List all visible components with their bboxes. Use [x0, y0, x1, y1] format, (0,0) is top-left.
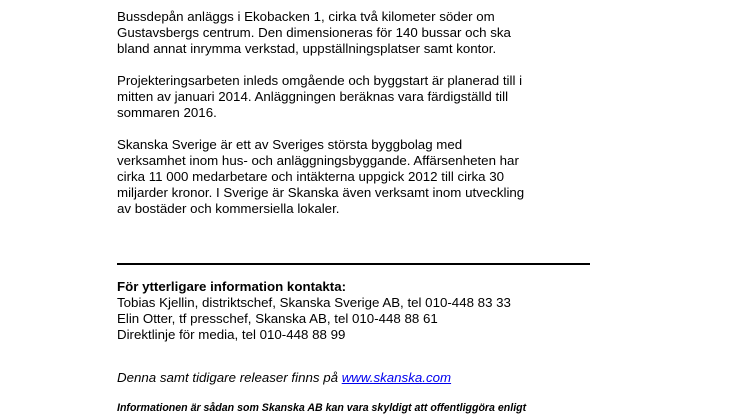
- paragraph-project-schedule: Projekteringsarbeten inleds omgående och byggstart är planerad till i mitten av januari 2014. Anläggningen beräknas vara färdigställd till sommaren 2016.: [117, 73, 523, 120]
- contact-line: Tobias Kjellin, distriktschef, Skanska Sverige AB, tel 010-448 83 33: [117, 295, 511, 310]
- section-divider: [117, 263, 590, 265]
- skanska-website-link[interactable]: www.skanska.com: [341, 370, 452, 385]
- contact-line: Direktlinje för media, tel 010-448 88 99: [117, 327, 346, 342]
- release-note: [117, 370, 451, 386]
- paragraph-bus-depot: Bussdepån anläggs i Ekobacken 1, cirka två kilometer söder om Gustavsbergs centrum. Den dimensioneras för 140 bussar och ska bland annat inrymma verkstad, uppställningsplatser samt kontor.: [117, 9, 511, 56]
- contact-line: Elin Otter, tf presschef, Skanska AB, tel 010-448 88 61: [117, 311, 438, 326]
- contact-section: [117, 279, 617, 343]
- release-text: Denna samt tidigare releaser finns på: [117, 370, 342, 385]
- contact-heading: För ytterligare information kontakta:: [117, 279, 347, 294]
- body-text: [117, 9, 597, 217]
- disclosure-footnote: Informationen är sådan som Skanska AB kan vara skyldigt att offentliggöra enligt: [117, 402, 527, 414]
- paragraph-company-info: Skanska Sverige är ett av Sveriges största byggbolag med verksamhet inom hus- och anläggningsbyggande. Affärsenheten har cirka 11 000 medarbetare och intäkterna uppgick 2012 till cirka 30 miljarder kronor. I Sverige är Skanska även verksamt inom utveckling av bostäder och kommersiella lokaler.: [117, 137, 525, 216]
